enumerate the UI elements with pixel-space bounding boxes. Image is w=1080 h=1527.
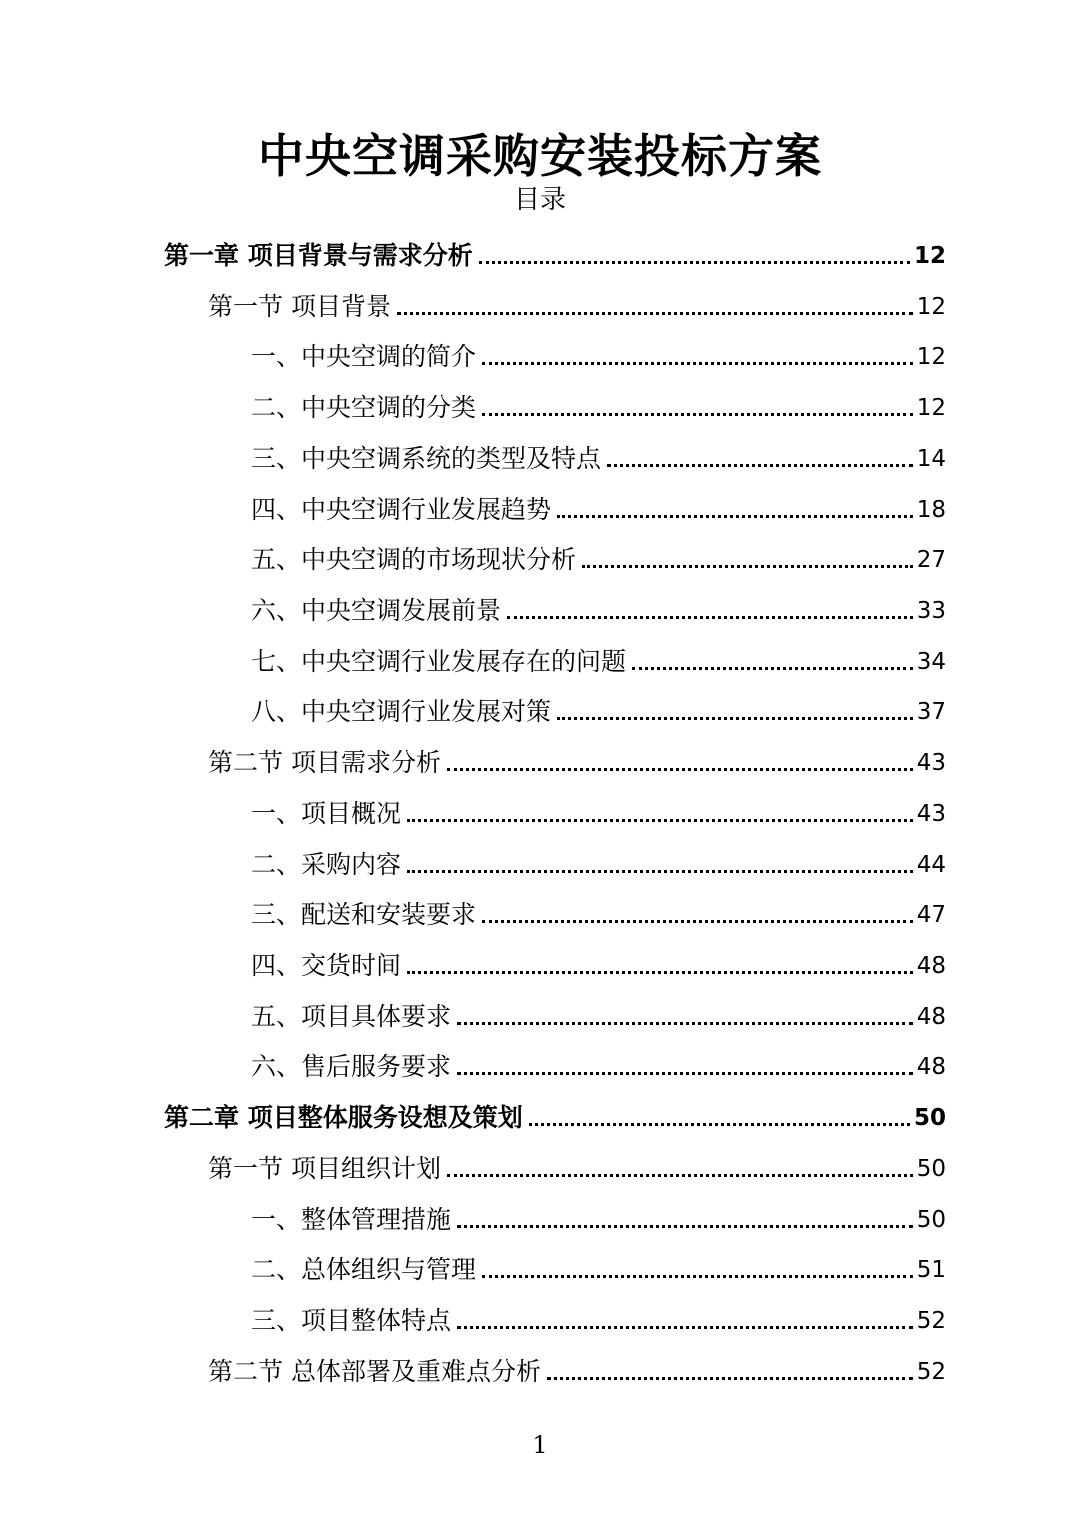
toc-entry-label: 五、中央空调的市场现状分析: [251, 545, 577, 574]
toc-entry[interactable]: [251, 530, 946, 576]
toc-entry[interactable]: [251, 632, 946, 678]
toc-entry-label: 七、中央空调行业发展存在的问题: [251, 647, 627, 676]
toc-entry-label: 五、项目具体要求: [251, 1002, 452, 1031]
toc-leader-dots: [482, 413, 913, 416]
toc-entry-label: 第二节 项目需求分析: [208, 748, 441, 777]
toc-entry-label: 六、售后服务要求: [251, 1052, 452, 1081]
toc-entry-label: 六、中央空调发展前景: [251, 596, 502, 625]
toc-entry-page: 50: [913, 1105, 946, 1131]
toc-entry[interactable]: [251, 784, 946, 830]
toc-entry-page: 14: [916, 446, 946, 472]
toc-entry[interactable]: [208, 277, 946, 323]
toc-entry[interactable]: [251, 1037, 946, 1083]
toc-entry[interactable]: [164, 226, 946, 272]
toc-entry-label: 三、项目整体特点: [251, 1306, 452, 1335]
toc-entry-page: 12: [916, 395, 946, 421]
toc-leader-dots: [457, 1022, 913, 1025]
toc-entry-page: 51: [916, 1257, 946, 1283]
toc-entry-page: 50: [916, 1156, 946, 1182]
toc-entry[interactable]: [251, 1291, 946, 1337]
toc-entry-label: 八、中央空调行业发展对策: [251, 697, 552, 726]
toc-leader-dots: [482, 1275, 913, 1278]
toc-entry-page: 48: [916, 1054, 946, 1080]
toc-entry-label: 第一节 项目组织计划: [208, 1154, 441, 1183]
toc-heading: 目录: [513, 185, 566, 215]
toc-entry[interactable]: [208, 1342, 946, 1388]
toc-entry-page: 43: [916, 750, 946, 776]
toc-entry-label: 第二节 总体部署及重难点分析: [208, 1357, 541, 1386]
toc-entry-label: 三、配送和安装要求: [251, 900, 477, 929]
toc-entry[interactable]: [251, 682, 946, 728]
toc-entry[interactable]: [251, 1190, 946, 1236]
toc-entry[interactable]: [251, 429, 946, 475]
toc-entry-page: 12: [916, 294, 946, 320]
toc-entry-label: 三、中央空调系统的类型及特点: [251, 444, 602, 473]
toc-entry-page: 18: [916, 497, 946, 523]
toc-entry[interactable]: [251, 885, 946, 931]
toc-leader-dots: [407, 819, 913, 822]
toc-leader-dots: [457, 1326, 913, 1329]
toc-entry[interactable]: [251, 480, 946, 526]
page-title: 中央空调采购安装投标方案: [258, 129, 822, 183]
toc-entry-label: 一、项目概况: [251, 799, 402, 828]
toc-leader-dots: [407, 971, 913, 974]
toc-entry-label: 二、总体组织与管理: [251, 1255, 477, 1284]
toc-entry[interactable]: [251, 327, 946, 373]
toc-entry-page: 47: [916, 902, 946, 928]
toc-entry-label: 第二章 项目整体服务设想及策划: [164, 1103, 523, 1132]
toc-entry-page: 34: [916, 649, 946, 675]
toc-leader-dots: [479, 261, 910, 264]
toc-entry-page: 48: [916, 1004, 946, 1030]
toc-entry-page: 48: [916, 953, 946, 979]
toc-entry-page: 37: [916, 699, 946, 725]
toc-leader-dots: [457, 1072, 913, 1075]
toc-entry-label: 第一章 项目背景与需求分析: [164, 241, 473, 270]
toc-leader-dots: [447, 1174, 913, 1177]
toc-leader-dots: [557, 515, 913, 518]
toc-leader-dots: [582, 565, 913, 568]
toc-leader-dots: [607, 464, 913, 467]
toc-entry[interactable]: [208, 733, 946, 779]
toc-leader-dots: [407, 870, 913, 873]
toc-entry-page: 44: [916, 852, 946, 878]
toc-entry-page: 52: [916, 1308, 946, 1334]
toc-leader-dots: [632, 667, 913, 670]
toc-entry-page: 50: [916, 1207, 946, 1233]
toc-leader-dots: [397, 312, 913, 315]
toc-entry-page: 12: [916, 344, 946, 370]
toc-entry[interactable]: [164, 1088, 946, 1134]
toc-leader-dots: [557, 717, 913, 720]
toc-entry[interactable]: [208, 1139, 946, 1185]
toc-entry[interactable]: [251, 987, 946, 1033]
toc-entry-page: 27: [916, 547, 946, 573]
toc-leader-dots: [482, 920, 913, 923]
toc-entry-page: 33: [916, 598, 946, 624]
toc-entry-page: 43: [916, 801, 946, 827]
toc-leader-dots: [482, 362, 913, 365]
toc-entry[interactable]: [251, 835, 946, 881]
toc-leader-dots: [547, 1377, 913, 1380]
toc-entry-label: 四、交货时间: [251, 951, 402, 980]
toc-entry[interactable]: [251, 378, 946, 424]
page-number: 1: [532, 1431, 548, 1459]
toc-entry[interactable]: [251, 581, 946, 627]
toc-entry-label: 四、中央空调行业发展趋势: [251, 495, 552, 524]
toc-entry[interactable]: [251, 1240, 946, 1286]
toc-entry-label: 二、中央空调的分类: [251, 393, 477, 422]
toc-entry-label: 二、采购内容: [251, 850, 402, 879]
toc-entry-page: 12: [913, 243, 946, 269]
toc-entry-label: 第一节 项目背景: [208, 292, 391, 321]
toc-entry-label: 一、中央空调的简介: [251, 342, 477, 371]
toc-entry-label: 一、整体管理措施: [251, 1205, 452, 1234]
toc-leader-dots: [457, 1225, 913, 1228]
toc-entry[interactable]: [251, 936, 946, 982]
toc-leader-dots: [529, 1123, 910, 1126]
toc-leader-dots: [507, 616, 913, 619]
toc-entry-page: 52: [916, 1359, 946, 1385]
toc-leader-dots: [447, 768, 913, 771]
